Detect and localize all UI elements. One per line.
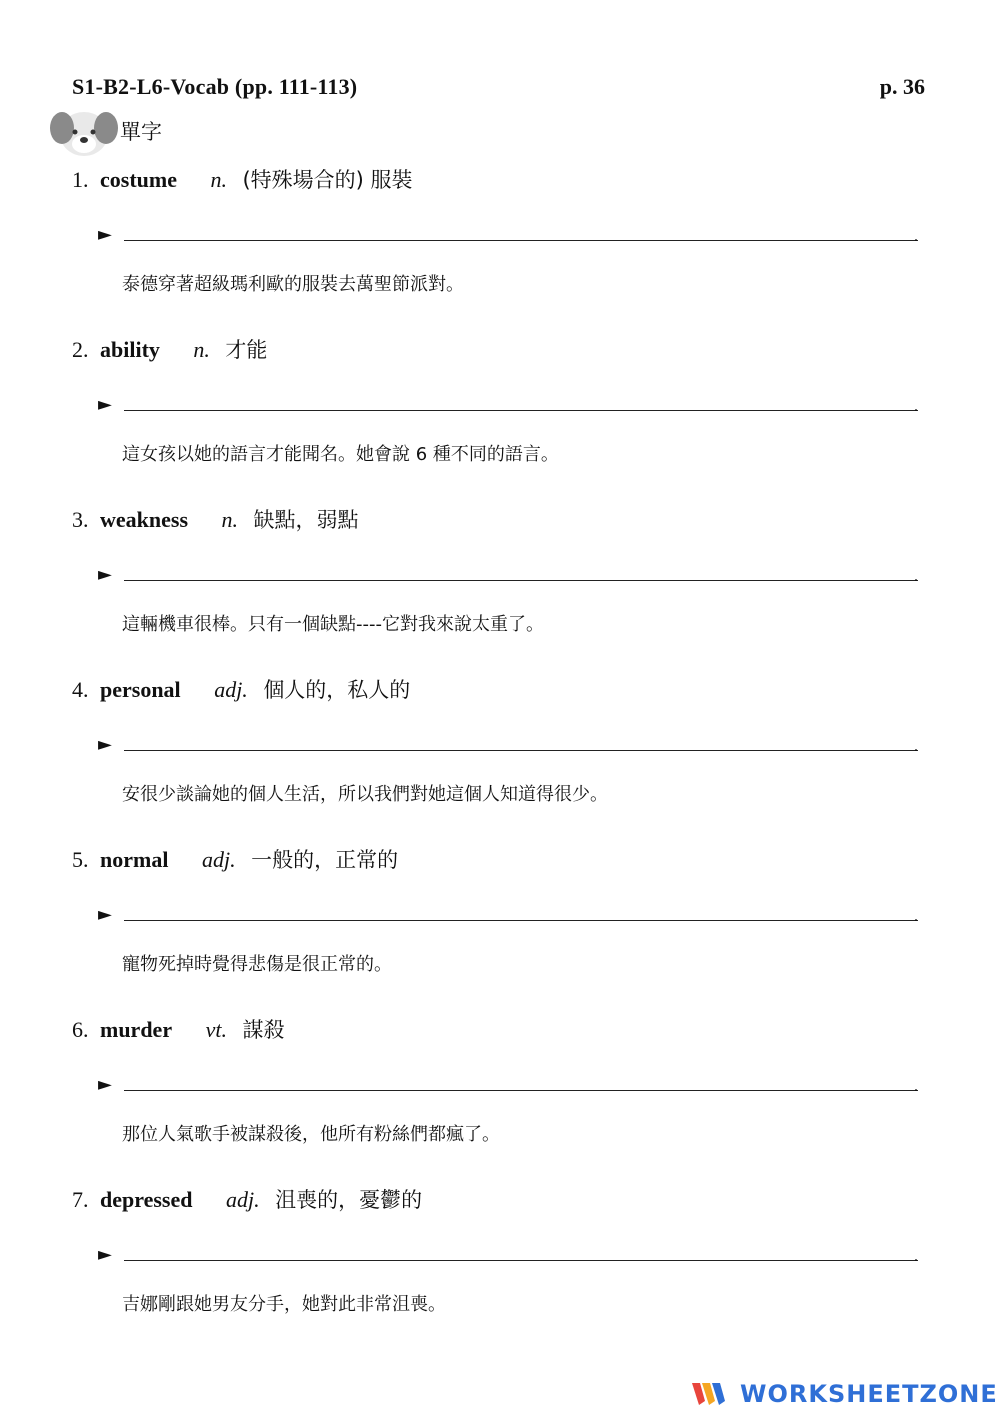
vocab-word: personal bbox=[100, 677, 181, 702]
section-label: 單字 bbox=[120, 120, 162, 144]
part-of-speech: adj. bbox=[214, 677, 248, 702]
header-title: S1-B2-L6-Vocab (pp. 111-113) bbox=[72, 74, 358, 99]
part-of-speech: adj. bbox=[201, 847, 236, 872]
arrow-icon: ► bbox=[98, 1074, 112, 1095]
word-line bbox=[72, 166, 413, 194]
part-of-speech: adj. bbox=[226, 1187, 260, 1212]
arrow-icon: ► bbox=[98, 1244, 112, 1265]
word-meaning: 一般的，正常的 bbox=[251, 848, 399, 872]
vocab-word: costume bbox=[100, 167, 177, 192]
vocab-entry bbox=[0, 506, 1000, 676]
example-sentence: 吉娜剛跟她男友分手，她對此非常沮喪。 bbox=[122, 1294, 446, 1315]
word-line bbox=[72, 676, 410, 704]
line-end-period: . bbox=[914, 398, 918, 415]
line-end-period: . bbox=[914, 228, 918, 245]
answer-input[interactable] bbox=[124, 408, 918, 411]
example-sentence: 泰德穿著超級瑪利歐的服裝去萬聖節派對。 bbox=[122, 274, 464, 295]
word-line bbox=[72, 506, 359, 534]
answer-input[interactable] bbox=[124, 238, 918, 241]
answer-input[interactable] bbox=[124, 1088, 918, 1091]
answer-input[interactable] bbox=[124, 748, 918, 751]
vocab-word: murder bbox=[100, 1017, 173, 1042]
word-line bbox=[72, 1016, 284, 1044]
arrow-icon: ► bbox=[98, 904, 112, 925]
entry-number: 5. bbox=[72, 847, 89, 872]
word-meaning: 缺點，弱點 bbox=[253, 508, 359, 532]
line-end-period: . bbox=[914, 738, 918, 755]
entry-number: 4. bbox=[72, 677, 89, 702]
watermark bbox=[690, 1374, 1000, 1414]
vocab-entry bbox=[0, 846, 1000, 1016]
vocab-word: weakness bbox=[100, 507, 189, 532]
watermark-text: WORKSHEETZONE bbox=[740, 1380, 998, 1408]
part-of-speech: n. bbox=[193, 337, 210, 362]
entry-number: 3. bbox=[72, 507, 89, 532]
part-of-speech: n. bbox=[210, 167, 227, 192]
arrow-icon: ► bbox=[98, 564, 112, 585]
example-sentence: 安很少談論她的個人生活，所以我們對她這個人知道得很少。 bbox=[122, 784, 608, 805]
dog-mascot-icon bbox=[48, 104, 120, 162]
word-line bbox=[72, 846, 398, 874]
part-of-speech: vt. bbox=[205, 1017, 227, 1042]
answer-input[interactable] bbox=[124, 918, 918, 921]
vocab-entry bbox=[0, 336, 1000, 506]
entry-number: 1. bbox=[72, 167, 89, 192]
arrow-icon: ► bbox=[98, 734, 112, 755]
worksheetzone-logo-icon bbox=[690, 1379, 728, 1409]
word-meaning: 個人的，私人的 bbox=[263, 678, 411, 702]
arrow-icon: ► bbox=[98, 224, 112, 245]
word-meaning: (特殊場合的) 服裝 bbox=[242, 168, 413, 192]
vocab-word: depressed bbox=[100, 1187, 193, 1212]
word-meaning: 才能 bbox=[225, 338, 268, 362]
page-number: p. 36 bbox=[879, 74, 925, 99]
example-sentence: 寵物死掉時覺得悲傷是很正常的。 bbox=[122, 954, 392, 975]
line-end-period: . bbox=[914, 1248, 918, 1265]
line-end-period: . bbox=[914, 908, 918, 925]
vocab-entry bbox=[0, 1186, 1000, 1356]
vocab-entry bbox=[0, 166, 1000, 336]
entry-number: 6. bbox=[72, 1017, 89, 1042]
arrow-icon: ► bbox=[98, 394, 112, 415]
vocab-entry bbox=[0, 1016, 1000, 1186]
vocab-word: normal bbox=[100, 847, 169, 872]
answer-input[interactable] bbox=[124, 1258, 918, 1261]
vocab-entry bbox=[0, 676, 1000, 846]
line-end-period: . bbox=[914, 1078, 918, 1095]
entry-number: 2. bbox=[72, 337, 89, 362]
answer-input[interactable] bbox=[124, 578, 918, 581]
entry-number: 7. bbox=[72, 1187, 89, 1212]
example-sentence: 這輛機車很棒。只有一個缺點----它對我來說太重了。 bbox=[122, 614, 544, 635]
vocab-word: ability bbox=[100, 337, 160, 362]
line-end-period: . bbox=[914, 568, 918, 585]
word-meaning: 沮喪的，憂鬱的 bbox=[275, 1188, 423, 1212]
word-line bbox=[72, 1186, 422, 1214]
word-meaning: 謀殺 bbox=[242, 1018, 285, 1042]
word-line bbox=[72, 336, 267, 364]
example-sentence: 那位人氣歌手被謀殺後，他所有粉絲們都瘋了。 bbox=[122, 1124, 500, 1145]
example-sentence: 這女孩以她的語言才能聞名。她會說 6 種不同的語言。 bbox=[122, 444, 559, 465]
part-of-speech: n. bbox=[221, 507, 239, 532]
